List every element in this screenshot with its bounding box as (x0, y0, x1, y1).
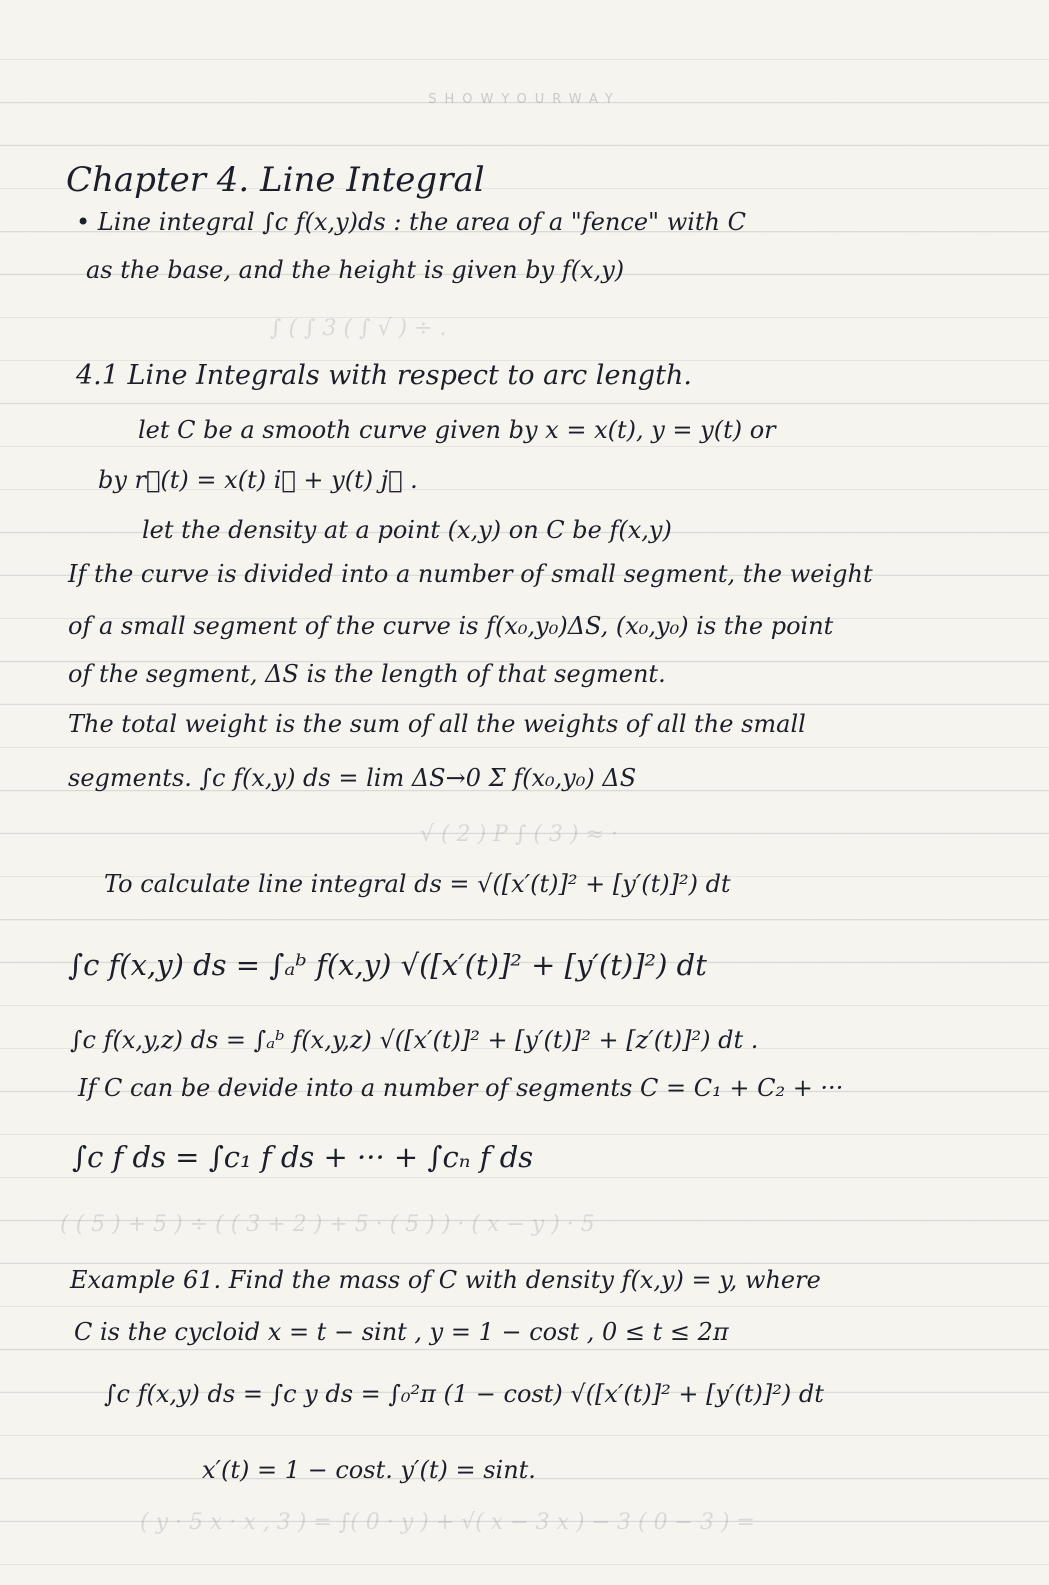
section-line-7: The total weight is the sum of all the weights of all the small (68, 710, 806, 738)
example-line-1: Example 61. Find the mass of C with density f(x,y) = y, where (70, 1266, 821, 1294)
calc-intro: To calculate line integral ds = √([x′(t)]² + [y′(t)]²) dt (104, 870, 731, 898)
section-line-2: by r⃗(t) = x(t) i⃗ + y(t) j⃗ . (98, 466, 418, 494)
line-integral-formula: ∫c f(x,y) ds = ∫ₐᵇ f(x,y) √([x′(t)]² + [y′(t)]²) dt (68, 948, 707, 982)
section-line-8: segments. ∫c f(x,y) ds = lim ΔS→0 Σ f(x₀,y₀) ΔS (68, 764, 637, 792)
bleed-through-text: ( ( 5 ) + 5 ) ÷ ( ( 3 + 2 ) + 5 · ( 5 ) ) · ( x − y ) · 5 (60, 1212, 595, 1237)
section-line-6: of the segment, ΔS is the length of that segment. (68, 660, 666, 688)
section-heading: 4.1 Line Integrals with respect to arc length. (76, 360, 692, 391)
bleed-through-text: ( y · 5 x · x , 3 ) = ∫( 0 · y ) + √( x − 3 x ) − 3 ( 0 − 3 ) = (140, 1510, 755, 1535)
segments-note: If C can be devide into a number of segments C = C₁ + C₂ + ··· (78, 1074, 844, 1102)
example-derivatives: x′(t) = 1 − cost. y′(t) = sint. (202, 1456, 536, 1484)
example-line-2: C is the cycloid x = t − sint , y = 1 − cost , 0 ≤ t ≤ 2π (74, 1318, 729, 1346)
segments-sum-formula: ∫c f ds = ∫c₁ f ds + ··· + ∫cₙ f ds (72, 1140, 534, 1174)
notebook-watermark: SHOWYOURWAY (428, 92, 621, 107)
page-title: Chapter 4. Line Integral (66, 160, 485, 200)
section-line-5: of a small segment of the curve is f(x₀,y₀)ΔS, (x₀,y₀) is the point (68, 612, 834, 640)
bleed-through-text: ∫ ( ∫ 3 ( ∫ √ ) ÷ . (270, 316, 447, 341)
intro-line-1: • Line integral ∫c f(x,y)ds : the area of a "fence" with C (76, 208, 747, 236)
example-integral: ∫c f(x,y) ds = ∫c y ds = ∫₀²π (1 − cost) √([x′(t)]² + [y′(t)]²) dt (104, 1380, 824, 1408)
intro-line-2: as the base, and the height is given by f(x,y) (86, 256, 625, 284)
section-line-1: let C be a smooth curve given by x = x(t), y = y(t) or (138, 416, 776, 444)
line-integral-3d-formula: ∫c f(x,y,z) ds = ∫ₐᵇ f(x,y,z) √([x′(t)]² + [y′(t)]² + [z′(t)]²) dt . (70, 1026, 759, 1054)
bleed-through-text: √ ( 2 ) P ∫ ( 3 ) ≈ · (420, 822, 618, 847)
section-line-3: let the density at a point (x,y) on C be f(x,y) (142, 516, 672, 544)
section-line-4: If the curve is divided into a number of small segment, the weight (68, 560, 873, 588)
